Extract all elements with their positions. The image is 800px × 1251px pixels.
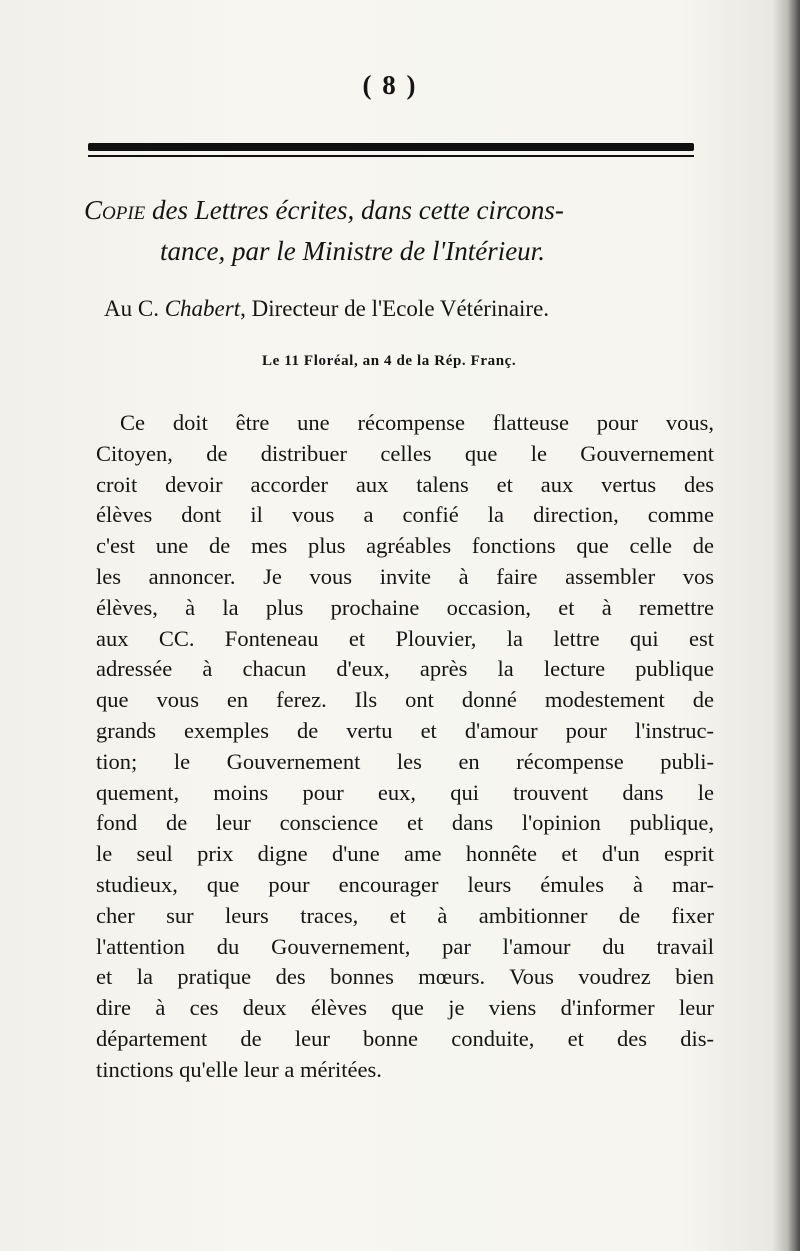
body-line: et la pratique des bonnes mœurs. Vous voudrez bien [96,964,714,990]
body-line: élèves dont il vous a confié la direction, comme [96,502,714,528]
heading-line-1-rest: des Lettres écrites, dans cette circons- [145,195,564,225]
body-line: élèves, à la plus prochaine occasion, et à remettre [96,594,714,620]
body-line: aux CC. Fonteneau et Plouvier, la lettre qui est [96,625,714,651]
body-line: dire à ces deux élèves que je viens d'informer leur [96,995,714,1021]
heading-line-1 [84,190,714,231]
address-name: Chabert [164,296,241,321]
body-line: tinctions qu'elle leur a méritées. [96,1056,382,1082]
body-line: les annoncer. Je vous invite à faire assembler vos [96,563,714,589]
body-line: grands exemples de vertu et d'amour pour l'instruc- [96,717,714,743]
body-line: Ce doit être une récompense flatteuse pour vous, [120,410,714,435]
body-line: département de leur bonne conduite, et des dis- [96,1025,714,1051]
page-edge-shadow [772,0,800,1251]
body-line: croit devoir accorder aux talens et aux vertus des [96,471,714,497]
letter-address [104,296,549,322]
body-line: Citoyen, de distribuer celles que le Gouvernement [96,440,714,466]
body-line: c'est une de mes plus agréables fonctions que celle de [96,533,714,559]
body-line: l'attention du Gouvernement, par l'amour du travail [96,933,714,959]
page-number: ( 8 ) [362,70,418,100]
address-prefix: Au C. [104,296,165,321]
body-line: quement, moins pour eux, qui trouvent dans le [96,779,714,805]
body-line: tion; le Gouvernement les en récompense publi- [96,748,714,774]
body-line: adressée à chacun d'eux, après la lecture publique [96,656,714,682]
address-suffix: , Directeur de l'Ecole Vétérinaire. [240,296,550,321]
header-rule-thin [88,155,694,157]
body-line: fond de leur conscience et dans l'opinion publique, [96,810,714,836]
section-heading [84,190,714,272]
body-line: cher sur leurs traces, et à ambitionner de fixer [96,902,714,928]
header-rule-thick [88,143,694,151]
letter-dateline: Le 11 Floréal, an 4 de la Rép. Franç. [262,353,517,369]
body-line: que vous en ferez. Ils ont donné modestement de [96,687,714,713]
heading-lead-word: Copie [84,195,146,225]
body-line: studieux, que pour encourager leurs émules à mar- [96,871,714,897]
heading-line-2: tance, par le Ministre de l'Intérieur. [160,236,545,266]
letter-body [96,408,714,1086]
body-line: le seul prix digne d'une ame honnête et d'un esprit [96,841,714,867]
